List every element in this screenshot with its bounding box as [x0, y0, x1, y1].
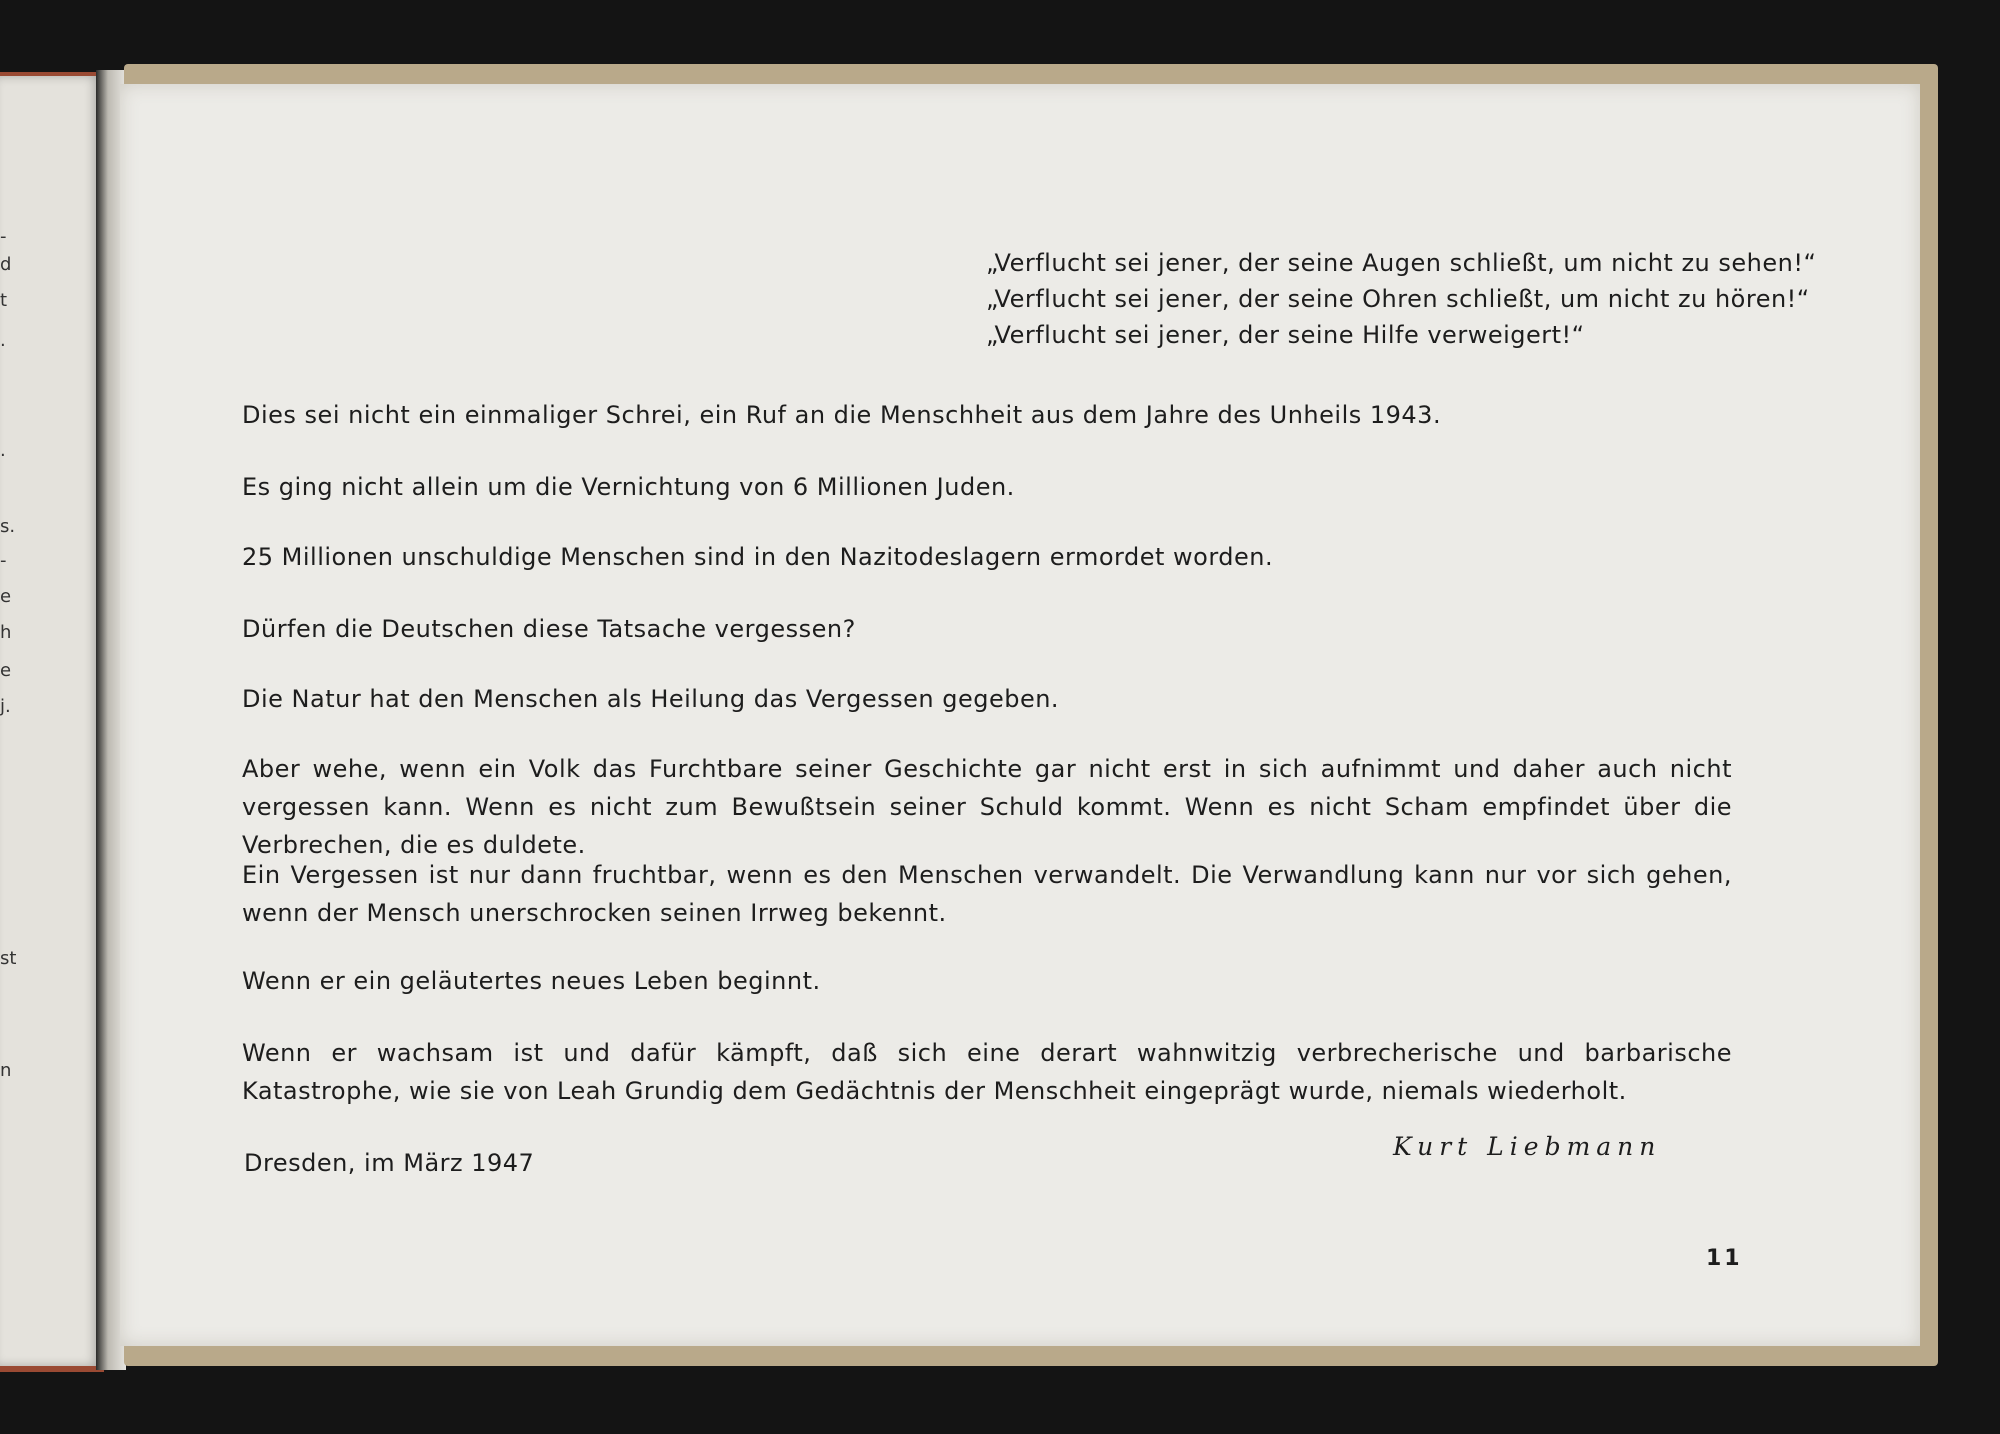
- paragraph: Wenn er ein geläutertes neues Leben beginnt.: [242, 967, 821, 995]
- epigraph-line: „Verflucht sei jener, der seine Augen schließt, um nicht zu sehen!“: [986, 249, 1817, 277]
- paragraph: Die Natur hat den Menschen als Heilung das Vergessen gegeben.: [242, 685, 1060, 713]
- left-page-fragment: d: [0, 254, 12, 275]
- paragraph: Dies sei nicht ein einmaliger Schrei, ein Ruf an die Menschheit aus dem Jahre des Unheils 1943.: [242, 401, 1442, 429]
- left-page-fragment: t: [0, 290, 8, 311]
- paragraph: Es ging nicht allein um die Vernichtung von 6 Millionen Juden.: [242, 473, 1015, 501]
- place-date: Dresden, im März 1947: [244, 1149, 535, 1177]
- left-page-fragment: .: [0, 330, 6, 351]
- paragraph: Aber wehe, wenn ein Volk das Furchtbare seiner Geschichte gar nicht erst in sich aufnimmt und daher auch nicht vergessen kann. Wenn es nicht zum Bewußtsein seiner Schuld kommt. Wenn es nicht Scham empfindet über die Verbrechen, die es duldete.: [242, 755, 1732, 859]
- epigraph-line: „Verflucht sei jener, der seine Ohren schließt, um nicht zu hören!“: [986, 285, 1810, 313]
- paragraph: Ein Vergessen ist nur dann fruchtbar, wenn es den Menschen verwandelt. Die Verwandlung kann nur vor sich gehen, wenn der Mensch unerschrocken seinen Irrweg bekennt.: [242, 861, 1732, 927]
- author-signature: Kurt Liebmann: [1393, 1132, 1662, 1161]
- left-page-fragment: j.: [0, 696, 11, 717]
- left-page-fragment: -: [0, 550, 7, 571]
- left-page-fragment: h: [0, 622, 12, 643]
- left-page-fragment: s.: [0, 516, 16, 537]
- paragraph: Wenn er wachsam ist und dafür kämpft, daß sich eine derart wahnwitzig verbrecherische und barbarische Katastrophe, wie sie von Leah Grundig dem Gedächtnis der Menschheit eingeprägt wurde, niemals wiederholt.: [242, 1039, 1732, 1105]
- left-page-fragment: n: [0, 1060, 12, 1081]
- left-page-edge: [0, 76, 100, 1366]
- left-page-fragment: st: [0, 948, 17, 969]
- epigraph-line: „Verflucht sei jener, der seine Hilfe verweigert!“: [986, 321, 1585, 349]
- left-page-fragment: -: [0, 226, 7, 247]
- paragraph: Dürfen die Deutschen diese Tatsache vergessen?: [242, 615, 856, 643]
- left-page-fragment: .: [0, 440, 6, 461]
- paragraph: 25 Millionen unschuldige Menschen sind in den Nazitodeslagern ermordet worden.: [242, 543, 1274, 571]
- left-page-fragment: e: [0, 586, 12, 607]
- page-number: 11: [1706, 1246, 1743, 1271]
- left-page-fragment: e: [0, 660, 12, 681]
